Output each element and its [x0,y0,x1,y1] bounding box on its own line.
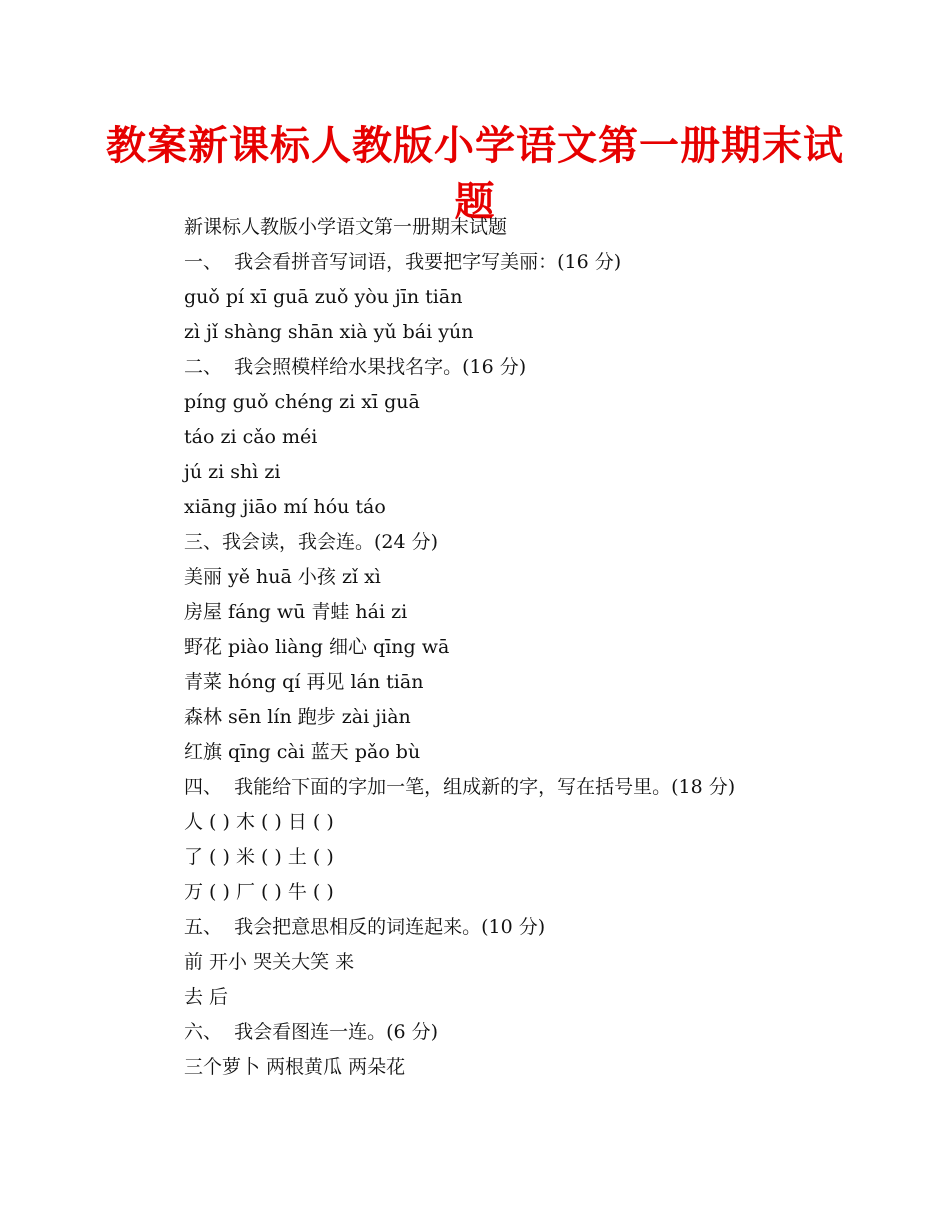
text-line: 了 ( ) 米 ( ) 土 ( ) [184,846,334,868]
text-line: 五、 我会把意思相反的词连起来。(10 分) [184,916,546,938]
text-line: 万 ( ) 厂 ( ) 牛 ( ) [184,881,334,903]
text-line: 三个萝卜 两根黄瓜 两朵花 [184,1056,406,1078]
text-line: 美丽 yě huā 小孩 zǐ xì [184,566,381,588]
document-body [184,210,884,1085]
document-title: 教案新课标人教版小学语文第一册期末试题 [106,123,844,225]
text-line: 森林 sēn lín 跑步 zài jiàn [184,706,411,728]
text-line: 三、我会读，我会连。(24 分) [184,531,439,553]
text-line: 去 后 [184,986,229,1008]
text-line: 新课标人教版小学语文第一册期末试题 [184,216,508,238]
text-line: píng guǒ chéng zi xī guā [184,391,420,413]
text-line: 前 开小 哭关大笑 来 [184,951,355,973]
text-line: 二、 我会照模样给水果找名字。(16 分) [184,356,527,378]
text-line: 青菜 hóng qí 再见 lán tiān [184,671,424,693]
text-line: 六、 我会看图连一连。(6 分) [184,1021,439,1043]
text-line: xiāng jiāo mí hóu táo [184,496,386,518]
text-line: 一、 我会看拼音写词语，我要把字写美丽：(16 分) [184,251,622,273]
text-line: 野花 piào liàng 细心 qīng wā [184,636,450,658]
text-line: 红旗 qīng cài 蓝天 pǎo bù [184,741,421,763]
text-line: guǒ pí xī guā zuǒ yòu jīn tiān [184,286,463,308]
text-line: jú zi shì zi [184,461,281,483]
text-line: 人 ( ) 木 ( ) 日 ( ) [184,811,334,833]
text-line: 房屋 fáng wū 青蛙 hái zi [184,601,408,623]
text-line: táo zi cǎo méi [184,426,318,448]
text-line: zì jǐ shàng shān xià yǔ bái yún [184,321,474,343]
text-line: 四、 我能给下面的字加一笔，组成新的字，写在括号里。(18 分) [184,776,736,798]
